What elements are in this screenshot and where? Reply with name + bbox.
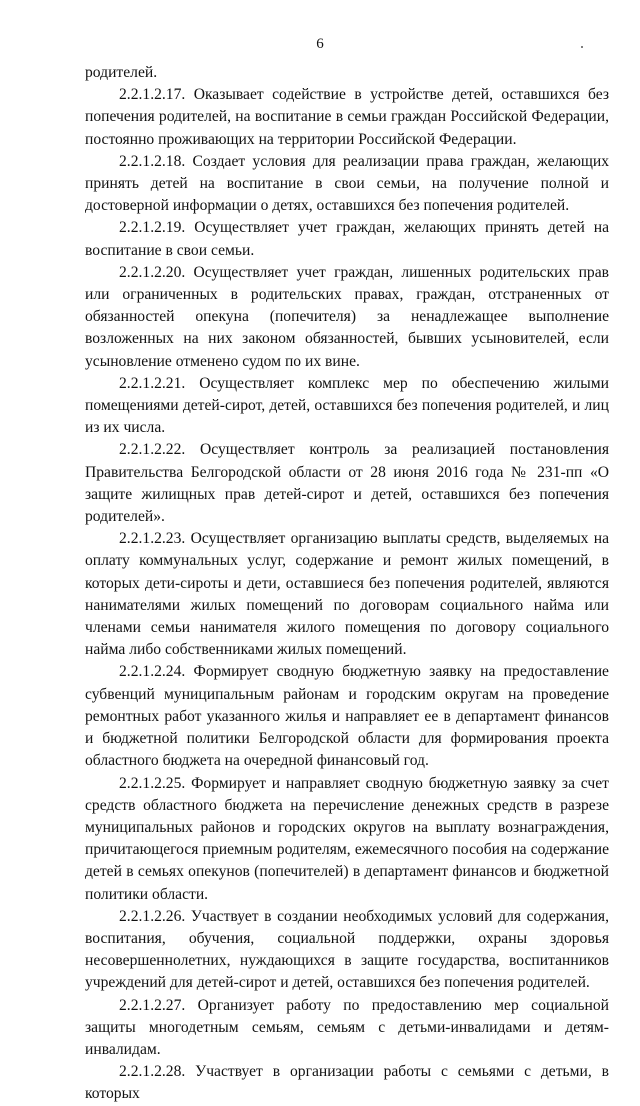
paragraph-text: родителей. xyxy=(85,64,158,81)
paragraph-2-2-1-2-22 xyxy=(85,439,609,528)
paragraph-number: 2.2.1.2.25. xyxy=(119,774,186,792)
paragraph-number: 2.2.1.2.27. xyxy=(119,996,186,1014)
paragraph-2-2-1-2-18 xyxy=(85,151,609,218)
paragraph-2-2-1-2-27 xyxy=(85,995,609,1062)
paragraph-text: Создает условия для реализации права граждан, желающих принять детей на воспитание в свои семьи, на получение полной и достоверной информации о детях, оставшихся без попечения родителей. xyxy=(85,152,610,215)
paragraph-text: Оказывает содействие в устройстве детей, оставшихся без попечения родителей, на воспитание в семьи граждан Российской Федерации, постоянно проживающих на территории Российской Федерации. xyxy=(85,86,609,148)
paragraph-2-2-1-2-19 xyxy=(85,217,609,261)
paragraph-2-2-1-2-20 xyxy=(85,262,609,373)
paragraph-number: 2.2.1.2.20. xyxy=(119,263,186,281)
paragraph-text: Формирует и направляет сводную бюджетную заявку за счет средств областного бюджета на перечисление денежных средств в разрезе муниципальных районов и городских округов на выплату вознаграждения, причитающегося приемным родителям, ежемесячного пособия на содержание детей в семьях опекунов (попечителей) в департамент финансов и бюджетной политики области. xyxy=(85,774,609,903)
paragraph-text: Осуществляет учет граждан, желающих принять детей на воспитание в свои семьи. xyxy=(85,219,609,259)
paragraph-2-2-1-2-26 xyxy=(85,906,609,995)
paragraph-text: Организует работу по предоставлению мер социальной защиты многодетным семьям, семьям с детьми-инвалидами и детям-инвалидам. xyxy=(85,996,609,1058)
document-body xyxy=(85,62,609,1106)
paragraph-2-2-1-2-25 xyxy=(85,773,609,906)
paragraph-number: 2.2.1.2.19. xyxy=(119,219,186,237)
paragraph-text: Осуществляет комплекс мер по обеспечению жилыми помещениями детей-сирот, детей, оставшихся без попечения родителей, и лиц из их числа. xyxy=(85,374,609,437)
paragraph-number: 2.2.1.2.26. xyxy=(119,907,186,925)
paragraph-text: Осуществляет учет граждан, лишенных родительских прав или ограниченных в родительских правах, граждан, отстраненных от обязанностей опекуна (попечителя) за ненадлежащее выполнение возложенных на них законом обязанностей, бывших усыновителей, если усыновление отменено судом по их вине. xyxy=(85,263,609,370)
paragraph-2-2-1-2-28 xyxy=(85,1061,609,1105)
paragraph-number: 2.2.1.2.24. xyxy=(119,663,186,681)
paragraph-text: Участвует в создании необходимых условий для содержания, воспитания, обучения, социальной поддержки, охраны здоровья несовершеннолетних, нуждающихся в защите государства, воспитанников учреждений для детей-сирот и детей, оставшихся без попечения родителей. xyxy=(85,907,609,992)
paragraph-number: 2.2.1.2.21. xyxy=(119,374,186,392)
paragraph-number: 2.2.1.2.17. xyxy=(119,86,186,104)
scan-speck xyxy=(581,46,583,48)
paragraph-2-2-1-2-21 xyxy=(85,373,609,440)
paragraph-2-2-1-2-23 xyxy=(85,528,609,661)
paragraph-2-2-1-2-24 xyxy=(85,661,609,772)
page-number: 6 xyxy=(316,36,324,52)
paragraph-number: 2.2.1.2.28. xyxy=(119,1063,186,1081)
paragraph-text: Формирует сводную бюджетную заявку на предоставление субвенций муниципальным районам и городским округам на проведение ремонтных работ указанного жилья и направляет ее в департамент финансов и бюджетной политики Белгородской области для формирования проекта областного бюджета на очередной финансовый год. xyxy=(85,663,609,770)
paragraph-text: Участвует в организации работы с семьями с детьми, в которых xyxy=(85,1063,610,1103)
paragraph-text: Осуществляет контроль за реализацией постановления Правительства Белгородской области от 28 июня 2016 года № 231-пп «О защите жилищных прав детей-сирот и детей, оставшихся без попечения родителей». xyxy=(85,441,610,526)
paragraph-number: 2.2.1.2.22. xyxy=(119,441,186,459)
paragraph-continuation xyxy=(85,62,609,84)
paragraph-text: Осуществляет организацию выплаты средств, выделяемых на оплату коммунальных услуг, содержание и ремонт жилых помещений, в которых дети-сироты и дети, оставшиеся без попечения родителей, являются нанимателями жилых помещений по договорам социального найма или членами семьи нанимателя жилого помещения по договору социального найма либо собственниками жилых помещений. xyxy=(85,530,610,659)
paragraph-number: 2.2.1.2.18. xyxy=(119,152,186,170)
paragraph-number: 2.2.1.2.23. xyxy=(119,530,186,548)
paragraph-2-2-1-2-17 xyxy=(85,84,609,151)
